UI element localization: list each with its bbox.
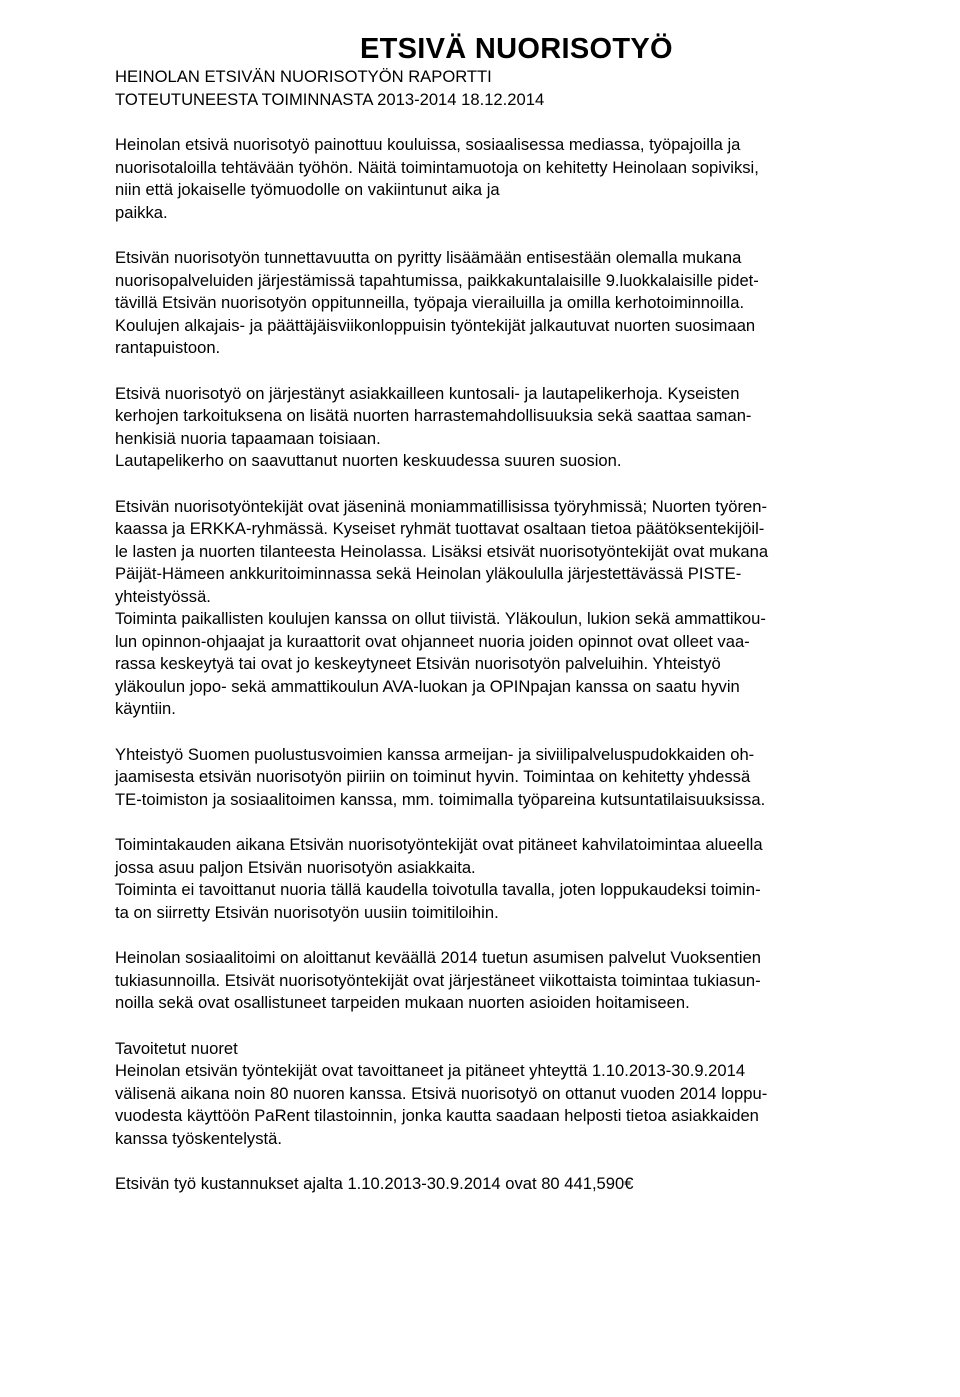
report-heading-line: HEINOLAN ETSIVÄN NUORISOTYÖN RAPORTTI [115, 67, 492, 86]
paragraph-cafe-activity [115, 834, 905, 924]
paragraph-line: Toiminta paikallisten koulujen kanssa on ollut tiivistä. Yläkoulun, lukion sekä ammattikou- [115, 609, 766, 628]
paragraph-line: käyntiin. [115, 699, 176, 718]
paragraph-line: kaassa ja ERKKA-ryhmässä. Kyseiset ryhmät tuottavat osaltaan tietoa päätöksentekijöil- [115, 519, 765, 538]
paragraph-line: ta on siirretty Etsivän nuorisotyön uusiin toimitiloihin. [115, 902, 499, 922]
paragraph-subheading: Tavoitetut nuoret [115, 1038, 238, 1058]
paragraph-line: paikka. [115, 202, 168, 222]
paragraph-costs [115, 1173, 905, 1196]
paragraph-line: tukiasunnoilla. Etsivät nuorisotyöntekijät ovat järjestäneet viikottaista toimintaa tukiasun- [115, 970, 761, 990]
paragraph-line: rantapuistoon. [115, 338, 221, 357]
paragraph-line: Toimintakauden aikana Etsivän nuorisotyöntekijät ovat pitäneet kahvilatoimintaa alueella [115, 835, 763, 854]
paragraph-line: TE-toimiston ja sosiaalitoimen kanssa, mm. toimimalla työpareina kutsuntatilaisuuksissa. [115, 789, 766, 809]
paragraph-line: Yhteistyö Suomen puolustusvoimien kanssa armeijan- ja siviilipalveluspudokkaiden oh- [115, 744, 755, 764]
paragraph-line: noilla sekä ovat osallistuneet tarpeiden mukaan nuorten asioiden hoitamiseen. [115, 993, 690, 1012]
paragraph-line: Koulujen alkajais- ja päättäjäisviikonloppuisin työntekijät jalkautuvat nuorten suosimaan [115, 315, 756, 335]
paragraph-line: Heinolan sosiaalitoimi on aloittanut keväällä 2014 tuetun asumisen palvelut Vuoksentien [115, 948, 762, 967]
paragraph-line: välisenä aikana noin 80 nuoren kanssa. Etsivä nuorisotyö on ottanut vuoden 2014 loppu- [115, 1083, 768, 1103]
paragraph-line: Etsivän nuorisotyön tunnettavuutta on pyritty lisäämään entisestään olemalla mukana [115, 248, 742, 267]
paragraph-line: Päijät-Hämeen ankkuritoiminnassa sekä Heinolan yläkoululla järjestettävässä PISTE- [115, 564, 742, 583]
paragraph-line: nuorisopalveluiden järjestämissä tapahtumissa, paikkakuntalaisille 9.luokkalaisille pidet- [115, 270, 759, 290]
paragraph-defence-forces [115, 744, 905, 812]
paragraph-line: Etsivän työ kustannukset ajalta 1.10.2013-30.9.2014 ovat 80 441,590€ [115, 1174, 634, 1193]
paragraph-line: kanssa työskentelystä. [115, 1128, 282, 1148]
paragraph-line: jossa asuu paljon Etsivän nuorisotyön asiakkaita. [115, 857, 476, 877]
report-heading-line: TOTEUTUNEESTA TOIMINNASTA 2013-2014 18.12.2014 [115, 89, 545, 109]
report-heading [115, 66, 905, 111]
paragraph-clubs [115, 383, 905, 473]
paragraph-working-groups [115, 496, 905, 721]
paragraph-line: Etsivä nuorisotyö on järjestänyt asiakkailleen kuntosali- ja lautapelikerhoja. Kyseisten [115, 383, 740, 403]
paragraph-line: henkisiä nuoria tapaamaan toisiaan. [115, 428, 381, 448]
paragraph-line: niin että jokaiselle työmuodolle on vakiintunut aika ja [115, 180, 500, 199]
paragraph-line: jaamisesta etsivän nuorisotyön piiriin on toiminut hyvin. Toimintaa on kehitetty yhdessä [115, 767, 751, 786]
paragraph-line: nuorisotaloilla tehtävään työhön. Näitä toimintamuotoja on kehitetty Heinolaan sopiviksi, [115, 157, 759, 177]
paragraph-line: yläkoulun jopo- sekä ammattikoulun AVA-luokan ja OPINpajan kanssa on saatu hyvin [115, 676, 740, 696]
paragraph-line: lun opinnon-ohjaajat ja kuraattorit ovat ohjanneet nuoria joiden opinnot ovat olleet vaa- [115, 631, 750, 651]
paragraph-line: Etsivän nuorisotyöntekijät ovat jäseninä moniammatillisissa työryhmissä; Nuorten työren- [115, 496, 768, 516]
paragraph-line: Toiminta ei tavoittanut nuoria tällä kaudella toivotulla tavalla, joten loppukaudeksi toimin- [115, 880, 761, 899]
paragraph-line: le lasten ja nuorten tilanteesta Heinolassa. Lisäksi etsivät nuorisotyöntekijät ovat mukana [115, 541, 769, 561]
paragraph-line: vuodesta käyttöön PaRent tilastoinnin, jonka kautta saadaan helposti tietoa asiakkaiden [115, 1106, 759, 1125]
document-page [115, 0, 905, 1196]
paragraph-visibility [115, 247, 905, 360]
paragraph-line: yhteistyössä. [115, 586, 211, 606]
document-title: ETSIVÄ NUORISOTYÖ [360, 33, 673, 65]
paragraph-school-work [115, 134, 905, 224]
paragraph-line: Lautapelikerho on saavuttanut nuorten keskuudessa suuren suosion. [115, 451, 622, 470]
paragraph-line: kerhojen tarkoituksena on lisätä nuorten harrastemahdollisuuksia sekä saattaa saman- [115, 406, 752, 425]
paragraph-reached-youth [115, 1038, 905, 1151]
paragraph-line: rassa keskeytyä tai ovat jo keskeytyneet Etsivän nuorisotyön palveluihin. Yhteistyö [115, 654, 721, 673]
paragraph-line: Heinolan etsivä nuorisotyö painottuu kouluissa, sosiaalisessa mediassa, työpajoilla ja [115, 135, 741, 154]
paragraph-supported-housing [115, 947, 905, 1015]
paragraph-line: tävillä Etsivän nuorisotyön oppitunneilla, työpaja vierailuilla ja omilla kerhotoiminnoilla. [115, 293, 745, 312]
paragraph-line: Heinolan etsivän työntekijät ovat tavoittaneet ja pitäneet yhteyttä 1.10.2013-30.9.2014 [115, 1061, 746, 1080]
